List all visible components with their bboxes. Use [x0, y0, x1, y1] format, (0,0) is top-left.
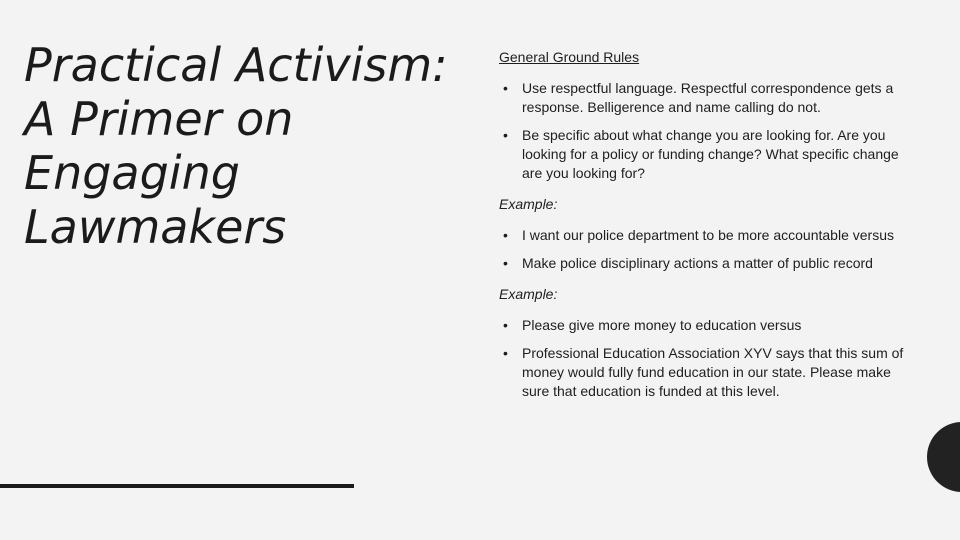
example-list	[499, 226, 909, 273]
list-item	[499, 254, 909, 273]
list-item-text: I want our police department to be more accountable versus	[522, 227, 894, 243]
bullet-icon: •	[503, 127, 508, 143]
bullet-icon: •	[503, 317, 508, 333]
divider-rule	[0, 484, 354, 488]
section-heading: General Ground Rules	[499, 49, 640, 65]
title-line-3: Engaging	[24, 146, 240, 200]
example-label: Example:	[499, 196, 558, 212]
example-list	[499, 316, 909, 401]
list-item	[499, 344, 909, 401]
list-item	[499, 226, 909, 245]
example-label: Example:	[499, 286, 558, 302]
content-panel	[499, 48, 909, 413]
bullet-icon: •	[503, 227, 508, 243]
list-item-text: Use respectful language. Respectful correspondence gets a response. Belligerence and name calling do not.	[522, 80, 894, 115]
title-line-1: Practical Activism:	[24, 38, 448, 92]
list-item	[499, 79, 909, 117]
bullet-icon: •	[503, 255, 508, 271]
bullet-icon: •	[503, 80, 508, 96]
list-item-text: Professional Education Association XYV says that this sum of money would fully fund education in our state. Please make sure that education is funded at this level.	[522, 345, 904, 399]
slide-title	[24, 38, 454, 254]
ground-rules-list	[499, 79, 909, 183]
decorative-circle	[927, 422, 960, 492]
list-item-text: Be specific about what change you are looking for. Are you looking for a policy or funding change? What specific change are you looking for?	[522, 127, 899, 181]
bullet-icon: •	[503, 345, 508, 361]
list-item	[499, 316, 909, 335]
list-item	[499, 126, 909, 183]
list-item-text: Make police disciplinary actions a matter of public record	[522, 255, 873, 271]
title-line-2: A Primer on	[24, 92, 294, 146]
list-item-text: Please give more money to education versus	[522, 317, 802, 333]
title-line-4: Lawmakers	[24, 200, 287, 254]
